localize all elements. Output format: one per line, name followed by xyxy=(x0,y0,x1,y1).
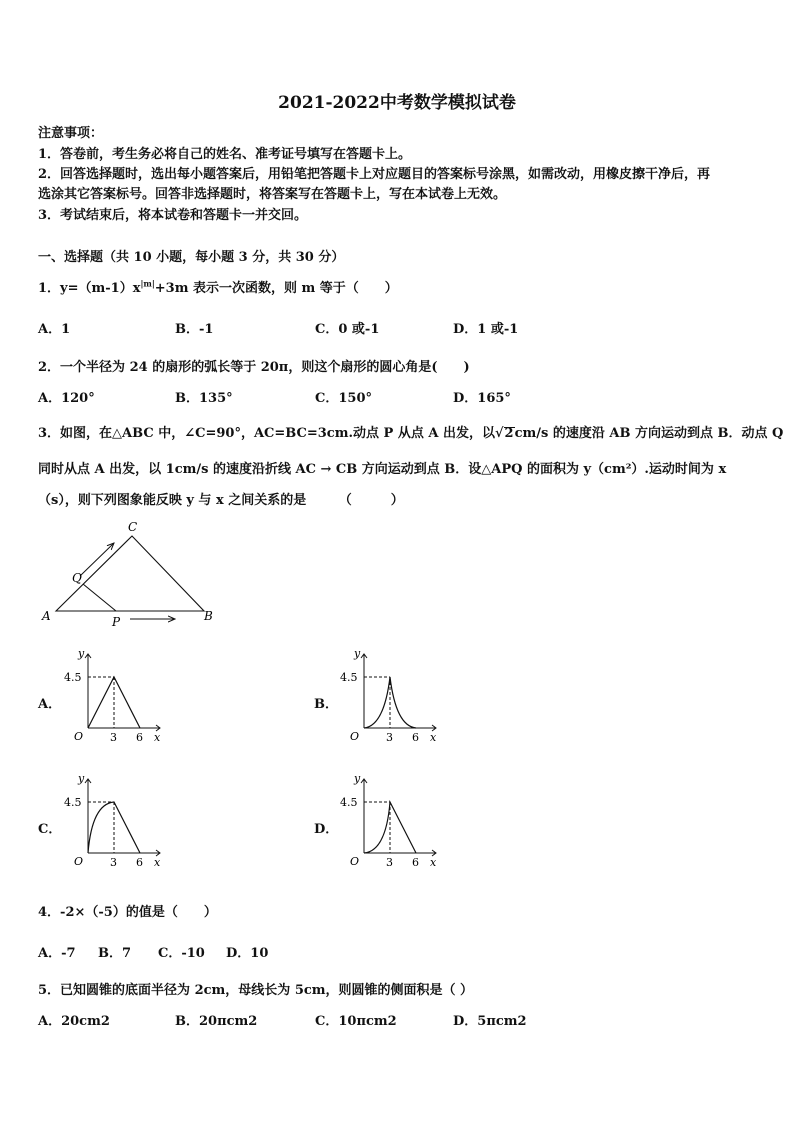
q4-option-c: C．-10 xyxy=(158,946,205,961)
x-label: x xyxy=(430,731,437,744)
graph-b xyxy=(336,646,446,746)
question-5-stem: 5．已知圆锥的底面半径为 2cm，母线长为 5cm，则圆锥的侧面积是（ ） xyxy=(38,983,474,998)
section-heading: 一、选择题（共 10 小题，每小题 3 分，共 30 分） xyxy=(38,250,345,265)
question-2-stem: 2．一个半径为 24 的扇形的弧长等于 20π，则这个扇形的圆心角是( ) xyxy=(38,360,470,375)
origin-label: O xyxy=(350,855,360,868)
triangle-figure xyxy=(36,518,236,633)
graph-c xyxy=(60,771,170,871)
x2-label: 6 xyxy=(136,731,143,744)
x2-label: 6 xyxy=(412,731,419,744)
y-label: y xyxy=(354,772,361,785)
q3-line1-pre: 3．如图，在△ABC 中，∠C=90°，AC=BC=3cm.动点 P 从点 A 出发，以 xyxy=(38,426,495,441)
x1-label: 3 xyxy=(386,856,393,869)
graph-a-label: A． xyxy=(38,697,62,712)
q4-option-a: A．-7 xyxy=(38,946,76,961)
x2-label: 6 xyxy=(136,856,143,869)
graph-b-label: B． xyxy=(314,697,338,712)
q1-option-b: B．-1 xyxy=(175,322,214,337)
q1-pre: 1．y=（m-1）x xyxy=(38,281,141,296)
x1-label: 3 xyxy=(110,731,117,744)
page-title: 2021-2022中考数学模拟试卷 xyxy=(278,93,516,113)
y-max-label: 4.5 xyxy=(340,671,358,684)
q2-option-d: D．165° xyxy=(453,391,511,406)
x2-label: 6 xyxy=(412,856,419,869)
q3-line1-post: cm/s 的速度沿 AB 方向运动到点 B．动点 Q xyxy=(514,426,784,441)
q1-option-a: A．1 xyxy=(38,322,71,337)
question-1-stem xyxy=(38,277,398,296)
question-3-line-3: （s），则下列图象能反映 y 与 x 之间关系的是 （ ） xyxy=(38,493,404,508)
label-p: P xyxy=(112,615,121,629)
y-label: y xyxy=(354,647,361,660)
notice-heading: 注意事项： xyxy=(38,126,104,141)
origin-label: O xyxy=(74,730,84,743)
origin-label: O xyxy=(74,855,84,868)
label-q: Q xyxy=(72,571,82,585)
graph-a xyxy=(60,646,170,746)
x-label: x xyxy=(154,856,161,869)
q5-option-d: D．5πcm2 xyxy=(453,1014,527,1029)
y-label: y xyxy=(78,647,85,660)
q1-exponent: |m| xyxy=(140,278,155,289)
y-max-label: 4.5 xyxy=(64,671,82,684)
question-3-line-2: 同时从点 A 出发，以 1cm/s 的速度沿折线 AC → CB 方向运动到点 B．设△APQ 的面积为 y（cm²）.运动时间为 x xyxy=(38,462,727,477)
y-max-label: 4.5 xyxy=(340,796,358,809)
x1-label: 3 xyxy=(110,856,117,869)
q4-option-b: B．7 xyxy=(98,946,132,961)
y-label: y xyxy=(78,772,85,785)
graph-c-label: C． xyxy=(38,822,62,837)
label-c: C xyxy=(128,520,138,534)
notice-item: 1．答卷前，考生务必将自己的姓名、准考证号填写在答题卡上。 xyxy=(38,147,412,162)
q5-option-b: B．20πcm2 xyxy=(175,1014,258,1029)
notice-item: 3．考试结束后，将本试卷和答题卡一并交回。 xyxy=(38,208,308,223)
q1-option-c: C．0 或-1 xyxy=(315,322,380,337)
q2-option-c: C．150° xyxy=(315,391,372,406)
graph-d-label: D． xyxy=(314,822,339,837)
sqrt-symbol: √ xyxy=(494,426,504,441)
q1-option-d: D．1 或-1 xyxy=(453,322,519,337)
y-max-label: 4.5 xyxy=(64,796,82,809)
notice-item: 选涂其它答案标号。回答非选择题时，将答案写在答题卡上，写在本试卷上无效。 xyxy=(38,187,507,202)
x1-label: 3 xyxy=(386,731,393,744)
question-3-line-1 xyxy=(38,422,783,441)
notice-item: 2．回答选择题时，选出每小题答案后，用铅笔把答题卡上对应题目的答案标号涂黑，如需改动，用橡皮擦干净后，再 xyxy=(38,167,711,182)
q5-option-c: C．10πcm2 xyxy=(315,1014,397,1029)
q2-option-b: B．135° xyxy=(175,391,233,406)
label-a: A xyxy=(42,609,51,623)
q1-post: +3m 表示一次函数，则 m 等于（ ） xyxy=(154,281,398,296)
origin-label: O xyxy=(350,730,360,743)
graph-d xyxy=(336,771,446,871)
x-label: x xyxy=(154,731,161,744)
q2-option-a: A．120° xyxy=(38,391,95,406)
q3-sqrt-value: 2 xyxy=(504,426,514,441)
x-label: x xyxy=(430,856,437,869)
q5-option-a: A．20cm2 xyxy=(38,1014,110,1029)
label-b: B xyxy=(204,609,213,623)
q4-option-d: D．10 xyxy=(226,946,269,961)
segment-pq xyxy=(83,584,116,611)
question-4-stem: 4．-2×（-5）的值是（ ） xyxy=(38,905,217,920)
